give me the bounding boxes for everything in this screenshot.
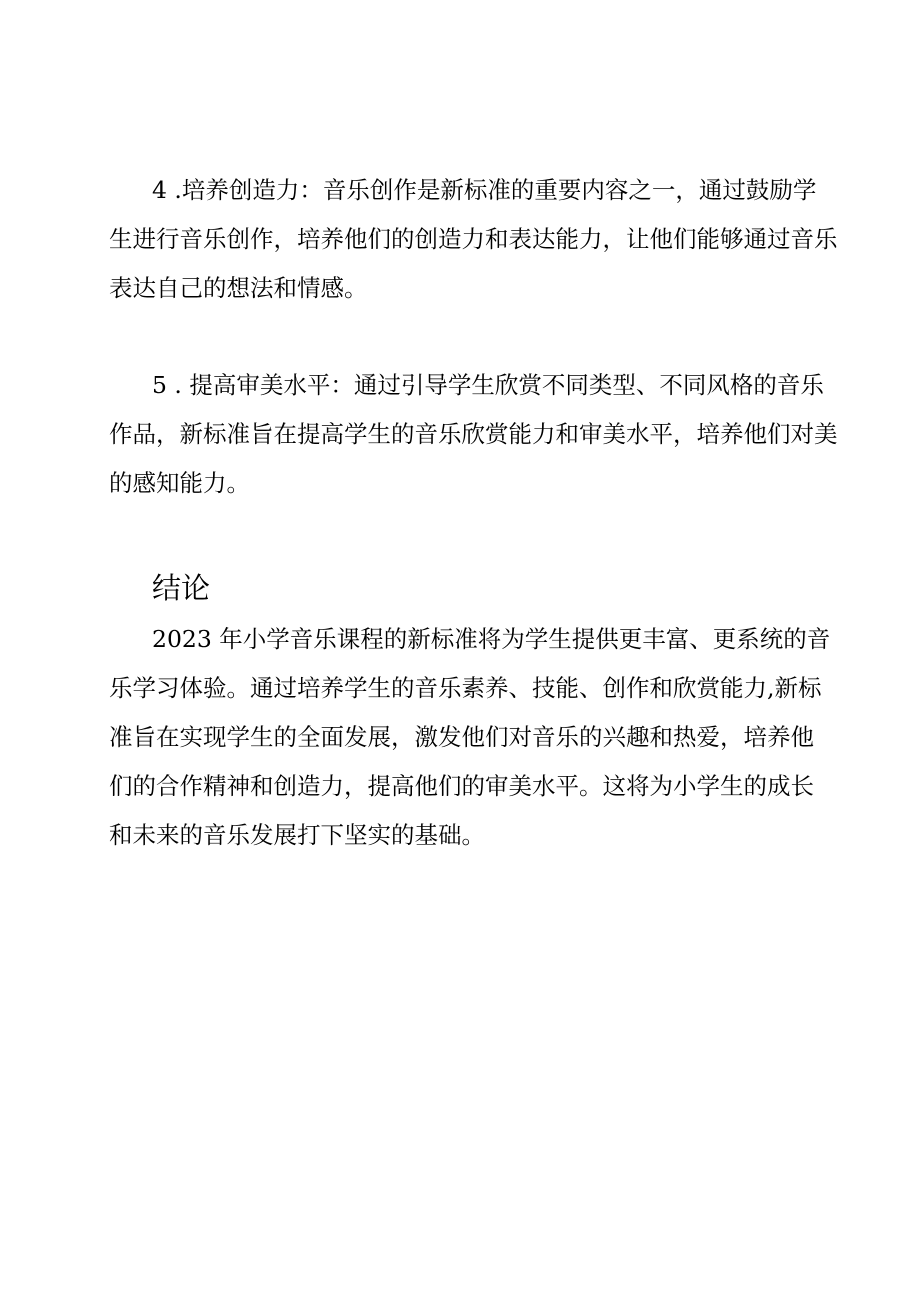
paragraph-line: 和未来的音乐发展打下坚实的基础。: [109, 821, 485, 849]
paragraph-line: 生进行音乐创作，培养他们的创造力和表达能力，让他们能够通过音乐: [109, 225, 838, 253]
paragraph-line: 的感知能力。: [109, 469, 250, 497]
paragraph-line: 表达自己的想法和情感。: [109, 274, 368, 302]
paragraph-line: 们的合作精神和创造力，提高他们的审美水平。这将为小学生的成长: [109, 772, 814, 800]
paragraph-line: 准旨在实现学生的全面发展，激发他们对音乐的兴趣和热爱，培养他: [109, 723, 814, 751]
paragraph-item-5: [109, 361, 838, 508]
paragraph-item-4: [109, 166, 838, 313]
paragraph-conclusion: [109, 615, 831, 860]
paragraph-line: 5 . 提高审美水平：通过引导学生欣赏不同类型、不同风格的音乐: [152, 371, 824, 399]
paragraph-line: 作品，新标准旨在提高学生的音乐欣赏能力和审美水平，培养他们对美: [109, 420, 838, 448]
paragraph-line: 2023 年小学音乐课程的新标准将为学生提供更丰富、更系统的音: [152, 625, 831, 653]
paragraph-line: 乐学习体验。通过培养学生的音乐素养、技能、创作和欣赏能力,新标: [109, 674, 822, 702]
section-heading-conclusion: 结论: [152, 571, 211, 605]
paragraph-line: 4 .培养创造力：音乐创作是新标准的重要内容之一，通过鼓励学: [152, 176, 817, 204]
